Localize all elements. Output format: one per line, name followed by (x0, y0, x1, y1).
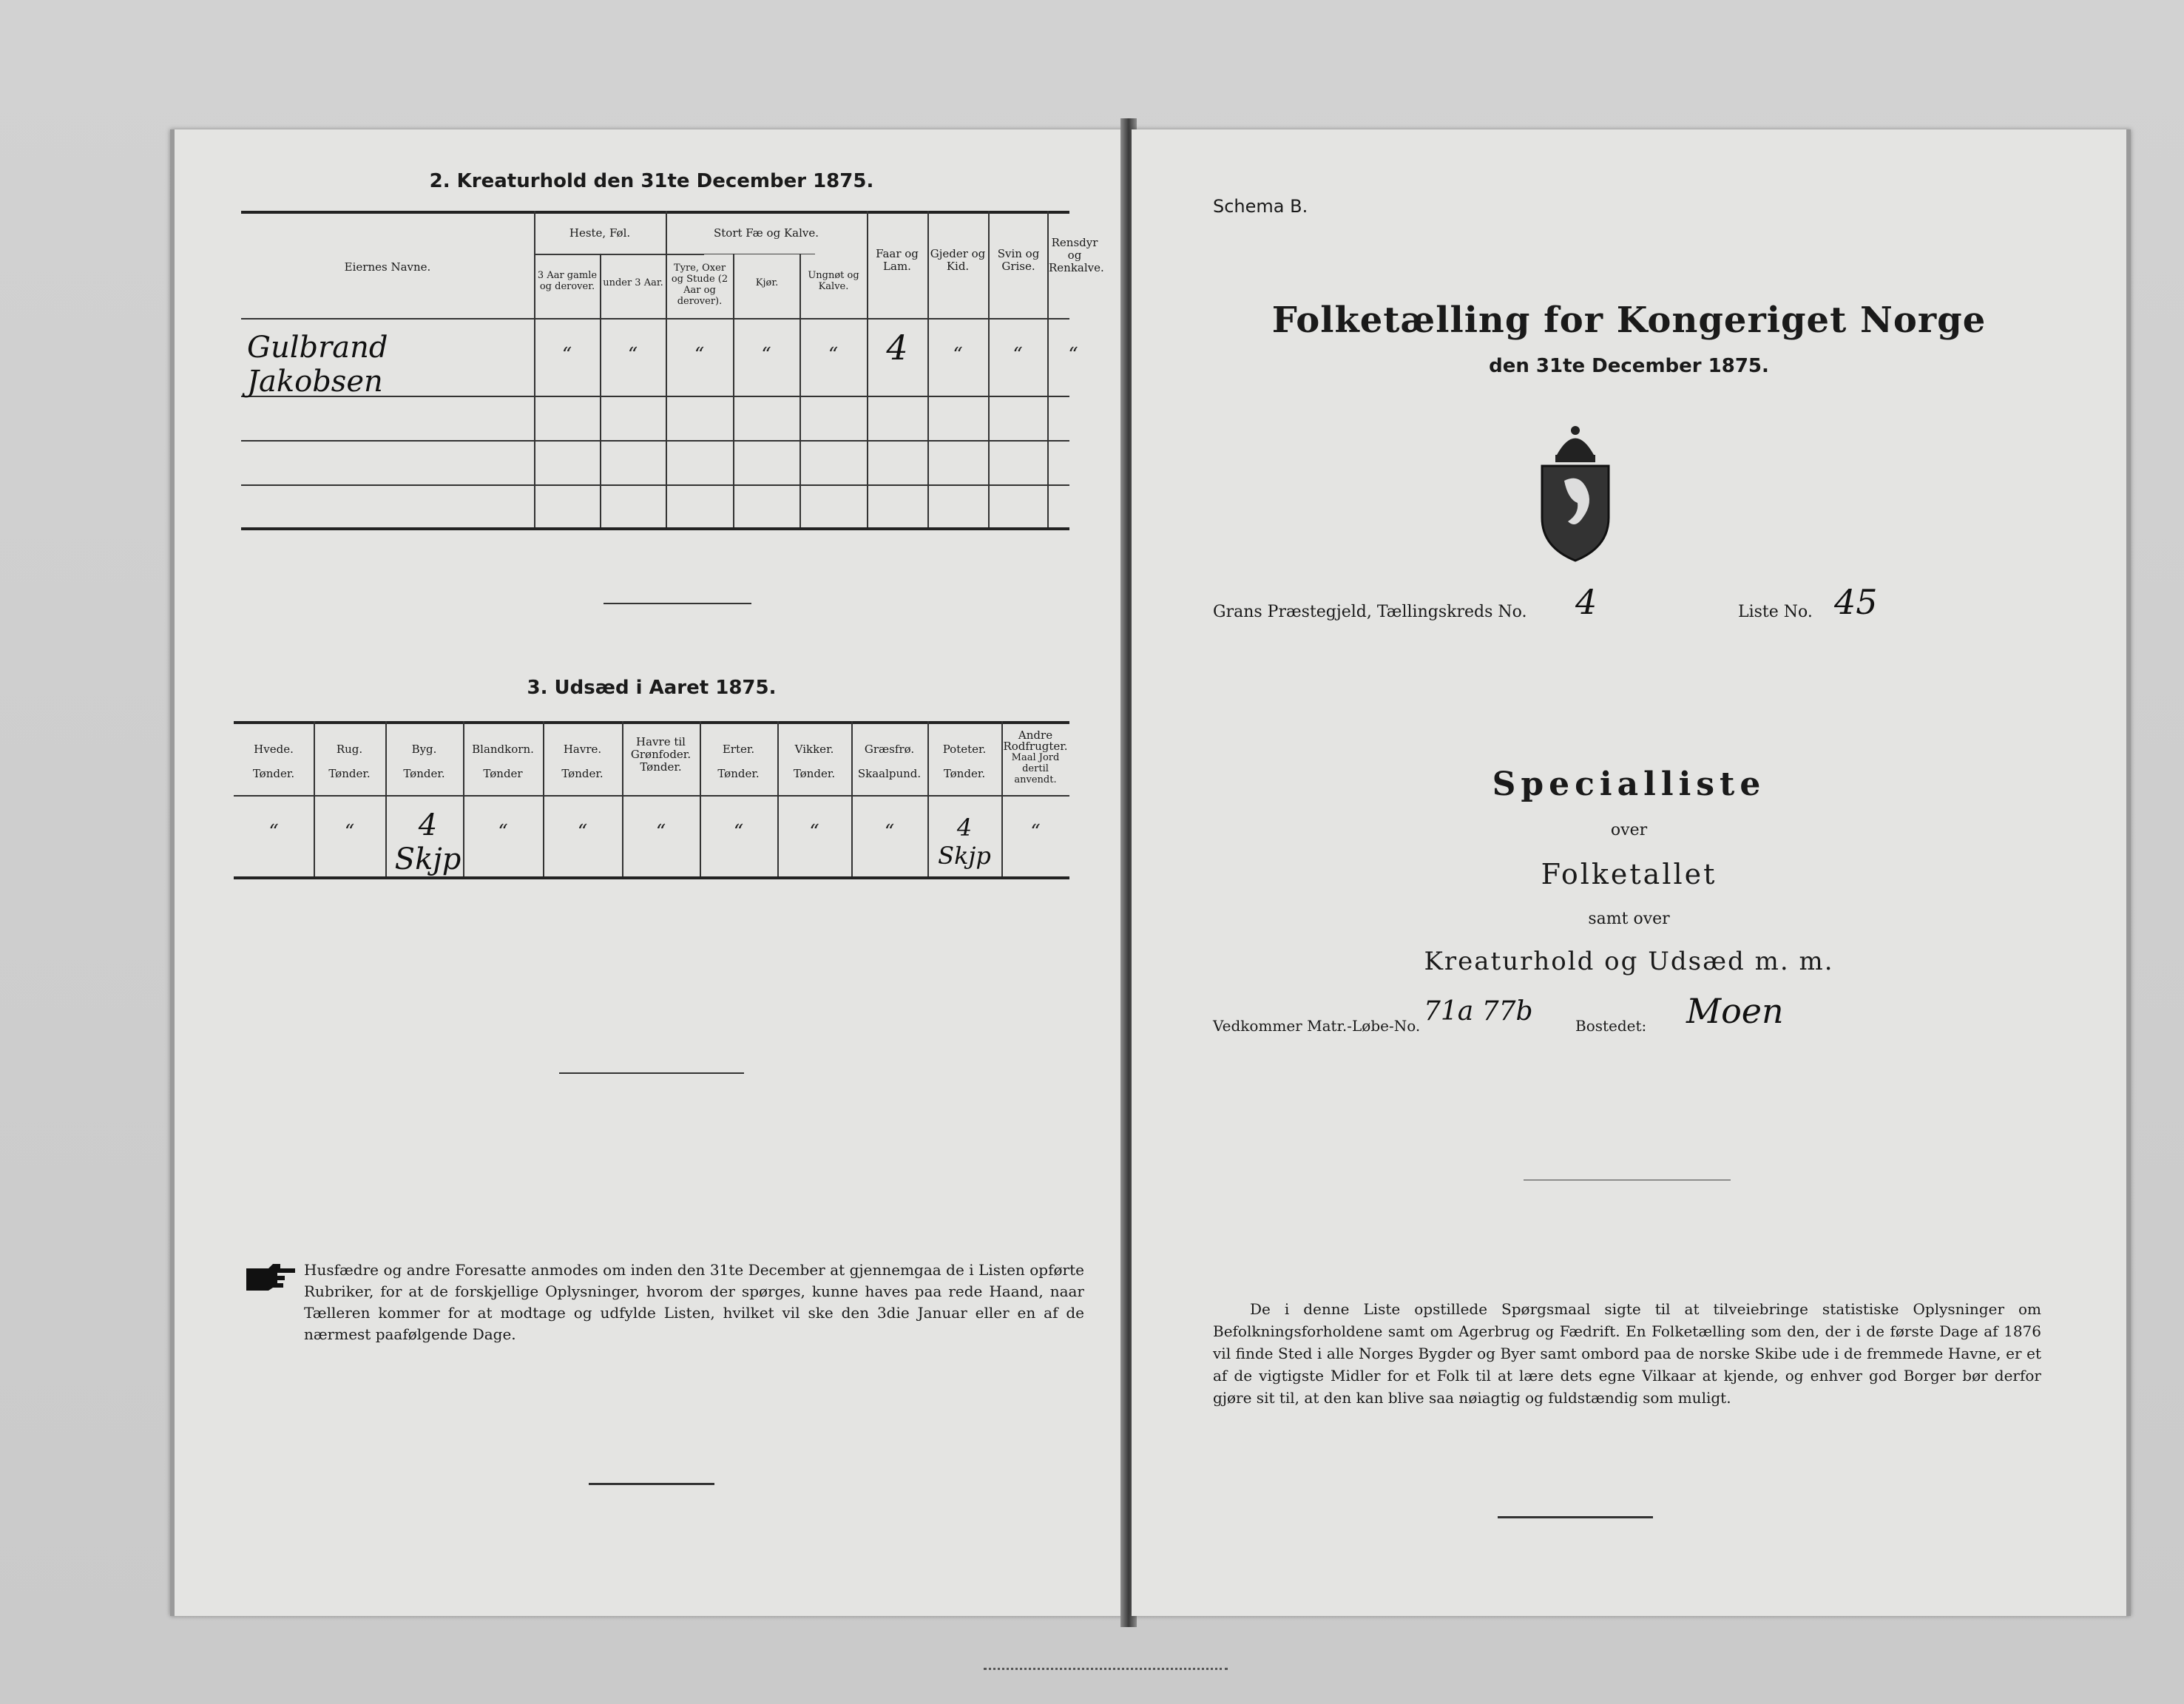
col-erter: Erter. Tønder. (717, 743, 760, 780)
table2-cell-faar: 4 (886, 328, 908, 368)
table2-header-rule (241, 318, 1069, 320)
heste-sub-young: under 3 Aar. (603, 277, 663, 288)
samt-over-text: samt over (1588, 910, 1670, 928)
col-andre-rodfrugter: Andre Rodfrugter. Maal Jord dertil anvendt. (1003, 728, 1068, 785)
owner-name-cell: Gulbrand Jakobsen (247, 331, 388, 399)
table2-cell: “ (694, 344, 705, 366)
stort-sub-ungnot: Ungnøt og Kalve. (808, 270, 859, 292)
specialliste-heading: Specialliste (1492, 765, 1766, 803)
bostedet-label: Bostedet: (1575, 1017, 1647, 1035)
divider-rule (589, 1483, 714, 1485)
table2-cell: “ (761, 344, 771, 366)
folketallet-heading: Folketallet (1541, 858, 1717, 890)
table2-cell: “ (561, 344, 572, 366)
svin-header: Svin og Grise. (997, 247, 1040, 273)
col-graesfro: Græsfrø. Skaalpund. (857, 743, 922, 780)
col-havre: Havre. Tønder. (561, 743, 604, 780)
table2-top-rule (241, 211, 1069, 214)
pointing-hand-icon (245, 1261, 297, 1291)
table2-bottom-rule (241, 527, 1069, 530)
col-byg: Byg. Tønder. (403, 743, 445, 780)
rensdyr-header: Rensdyr og Renkalve. (1049, 236, 1104, 274)
bostedet-value: Moen (1686, 991, 1784, 1031)
bottom-edge-marks (984, 1653, 1228, 1670)
main-title: Folketælling for Kongeriget Norge (1271, 300, 1987, 341)
table3-header-rule (234, 795, 1069, 797)
matr-label: Vedkommer Matr.-Løbe-No. (1213, 1017, 1421, 1035)
table2-cell: “ (953, 344, 963, 366)
faar-header: Faar og Lam. (876, 247, 919, 273)
heste-header: Heste, Føl. (569, 226, 631, 240)
table3-top-rule (234, 721, 1069, 724)
explanatory-paragraph: De i denne Liste opstillede Spørgsmaal sigte til at tilveiebringe statistiske Oplysninger om Befolkningsforholdene samt om Agerbrug og Fædrift. En Folketælling som den, der i de første Dage af 1876 vil finde Sted i alle Norges Bygder og Byer samt ombord paa de norske Skibe ude i de fremmede Havne, er et af de vigtigste Midler for et Folk til at lære dets egne Vilkaar at kjende, og enhver god Borger bør derfor gjøre sit til, at den kan blive saa nøiagtig og fuldstændig som muligt. (1213, 1300, 2041, 1407)
table3-cell: “ (655, 821, 666, 843)
section3-title: 3. Udsæd i Aaret 1875. (527, 677, 777, 699)
col-hvede: Hvede. Tønder. (252, 743, 295, 780)
table3-cell: “ (577, 821, 588, 843)
table2-cell: “ (1068, 344, 1078, 366)
table3-cell: “ (268, 821, 279, 843)
right-page (1132, 129, 2131, 1616)
table3-cell: “ (884, 821, 895, 843)
kreaturhold-heading: Kreaturhold og Udsæd m. m. (1424, 947, 1834, 976)
stort-sub-tyre: Tyre, Oxer og Stude (2 Aar og derover). (671, 263, 728, 307)
divider-rule (604, 603, 751, 604)
table3-cell: “ (498, 821, 508, 843)
divider-rule (1498, 1516, 1653, 1518)
coat-of-arms-icon (1535, 422, 1616, 562)
table3-cell: “ (1030, 821, 1041, 843)
col-havre-gronfoder: Havre til Grønfoder. Tønder. (630, 735, 692, 774)
schema-label: Schema B. (1213, 196, 1308, 217)
stort-sub-kjor: Kjør. (755, 277, 779, 288)
owner-header: Eiernes Navne. (344, 260, 431, 274)
table3-cell-byg: 4 Skjp (394, 808, 462, 876)
table2-row-rule (241, 440, 1069, 442)
census-date: den 31te December 1875. (1489, 355, 1769, 377)
over-text: over (1610, 821, 1648, 839)
table3-cell: “ (344, 821, 355, 843)
table2-row-rule (241, 484, 1069, 486)
table2-cell: “ (627, 344, 638, 366)
table3-cell: “ (733, 821, 744, 843)
heste-sub-old: 3 Aar gamle og derover. (537, 270, 598, 292)
col-poteter: Poteter. Tønder. (942, 743, 987, 780)
table3-cell-poteter: 4 Skjp (938, 814, 991, 870)
parish-line (1213, 603, 1527, 621)
table2-cell: “ (828, 344, 839, 366)
col-rug: Rug. Tønder. (328, 743, 371, 780)
stort-fae-header: Stort Fæ og Kalve. (713, 226, 819, 240)
col-blandkorn: Blandkorn. Tønder (472, 743, 534, 780)
col-vikker: Vikker. Tønder. (793, 743, 836, 780)
liste-label: Liste No. (1738, 603, 1813, 621)
notice-text: Husfædre og andre Foresatte anmodes om inden den 31te December at gjennemgaa de i Listen opførte Rubriker, for at de forskjellige Oplysninger, hvorom der spørges, kunne haves paa rede Haand, naar Tælleren kommer for at modtage og udfylde Listen, hvilket vil ske den 3die Januar eller en af de nærmest paafølgende Dage. (304, 1261, 1084, 1343)
table2-cell: “ (1012, 344, 1023, 366)
liste-number: 45 (1834, 582, 1878, 622)
table3-bottom-rule (234, 876, 1069, 879)
table2-col-divider (534, 211, 535, 527)
section2-title: 2. Kreaturhold den 31te December 1875. (429, 170, 874, 192)
gjeder-header: Gjeder og Kid. (930, 247, 986, 273)
table3-cell: “ (809, 821, 819, 843)
matr-value: 71a 77b (1424, 996, 1533, 1027)
divider-rule (559, 1072, 744, 1074)
parish-label: Grans Præstegjeld, Tællingskreds No. (1213, 603, 1527, 621)
left-page (170, 129, 1129, 1616)
kreds-number: 4 (1575, 582, 1598, 622)
